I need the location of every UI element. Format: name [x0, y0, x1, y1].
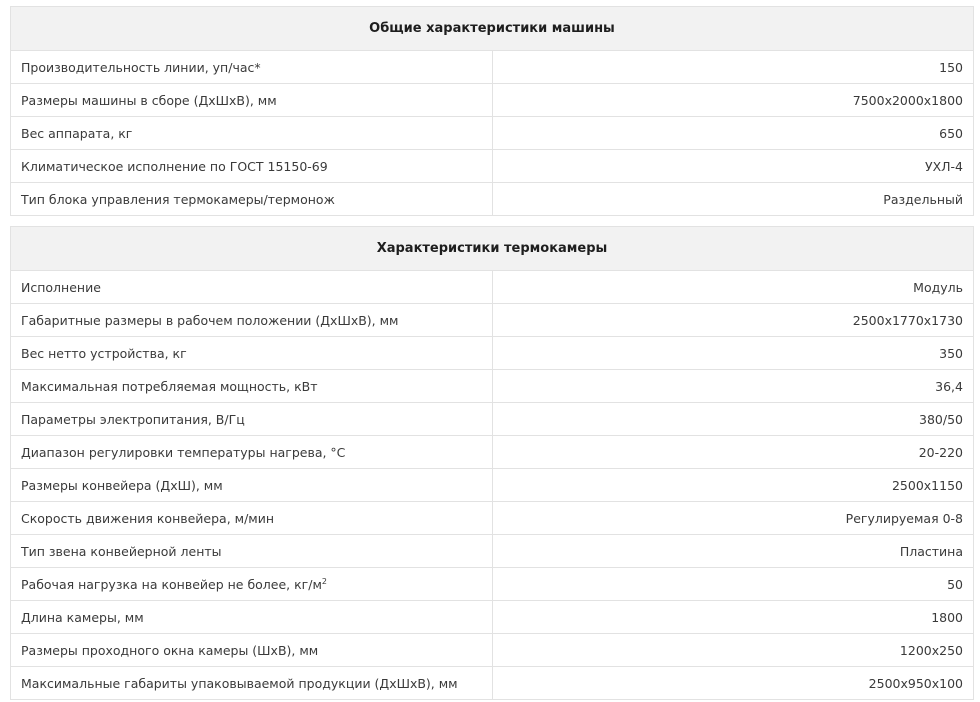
spec-label: Производительность линии, уп/час*: [11, 51, 493, 84]
table-row: [11, 403, 974, 436]
spec-label: Размеры конвейера (ДхШ), мм: [11, 469, 493, 502]
table-row: [11, 601, 974, 634]
spec-value: Регулируемая 0-8: [492, 502, 974, 535]
spec-label: Вес аппарата, кг: [11, 117, 493, 150]
spec-label: [11, 568, 493, 601]
spec-label: Вес нетто устройства, кг: [11, 337, 493, 370]
spec-value: 2500х1770х1730: [492, 304, 974, 337]
spec-value: 2500х950х100: [492, 667, 974, 700]
spec-label: Размеры машины в сборе (ДхШхВ), мм: [11, 84, 493, 117]
spec-label: Диапазон регулировки температуры нагрева, °C: [11, 436, 493, 469]
spec-label-text: Рабочая нагрузка на конвейер не более, кг/м: [21, 576, 322, 592]
table-row: [11, 436, 974, 469]
spec-value: 7500х2000х1800: [492, 84, 974, 117]
spec-label: Тип блока управления термокамеры/термонож: [11, 183, 493, 216]
spec-value: Модуль: [492, 271, 974, 304]
table-row: [11, 304, 974, 337]
spec-label: Климатическое исполнение по ГОСТ 15150-69: [11, 150, 493, 183]
spec-label: Исполнение: [11, 271, 493, 304]
section-title: Общие характеристики машины: [11, 7, 974, 51]
spec-value: 36,4: [492, 370, 974, 403]
section-title: Характеристики термокамеры: [11, 227, 974, 271]
spec-label: Параметры электропитания, В/Гц: [11, 403, 493, 436]
table-row: [11, 469, 974, 502]
table-row: [11, 337, 974, 370]
table-row: [11, 535, 974, 568]
table-row: [11, 51, 974, 84]
spec-label: Габаритные размеры в рабочем положении (ДхШхВ), мм: [11, 304, 493, 337]
table-row: [11, 568, 974, 601]
table-row: [11, 271, 974, 304]
spec-label: Тип звена конвейерной ленты: [11, 535, 493, 568]
spec-label: Скорость движения конвейера, м/мин: [11, 502, 493, 535]
spec-label: Максимальная потребляемая мощность, кВт: [11, 370, 493, 403]
table-row: [11, 634, 974, 667]
spec-value: 650: [492, 117, 974, 150]
table-row: [11, 667, 974, 700]
superscript-exponent: 2: [321, 576, 327, 586]
spec-label: Размеры проходного окна камеры (ШхВ), мм: [11, 634, 493, 667]
spec-value: Раздельный: [492, 183, 974, 216]
table-row: [11, 84, 974, 117]
table-row: [11, 117, 974, 150]
spec-label: Длина камеры, мм: [11, 601, 493, 634]
general-specs-table: [10, 6, 974, 216]
spec-value: 1800: [492, 601, 974, 634]
spec-value: 150: [492, 51, 974, 84]
table-header-row: [11, 7, 974, 51]
spec-value: 50: [492, 568, 974, 601]
table-row: [11, 183, 974, 216]
table-row: [11, 502, 974, 535]
spec-tables: [10, 6, 974, 700]
spec-value: 2500х1150: [492, 469, 974, 502]
table-header-row: [11, 227, 974, 271]
table-row: [11, 150, 974, 183]
spec-label: Максимальные габариты упаковываемой продукции (ДхШхВ), мм: [11, 667, 493, 700]
spec-value: 350: [492, 337, 974, 370]
spec-value: 20-220: [492, 436, 974, 469]
thermal-chamber-specs-table: [10, 226, 974, 700]
table-row: [11, 370, 974, 403]
spec-value: 380/50: [492, 403, 974, 436]
spec-value: Пластина: [492, 535, 974, 568]
spec-value: 1200х250: [492, 634, 974, 667]
spec-value: УХЛ-4: [492, 150, 974, 183]
